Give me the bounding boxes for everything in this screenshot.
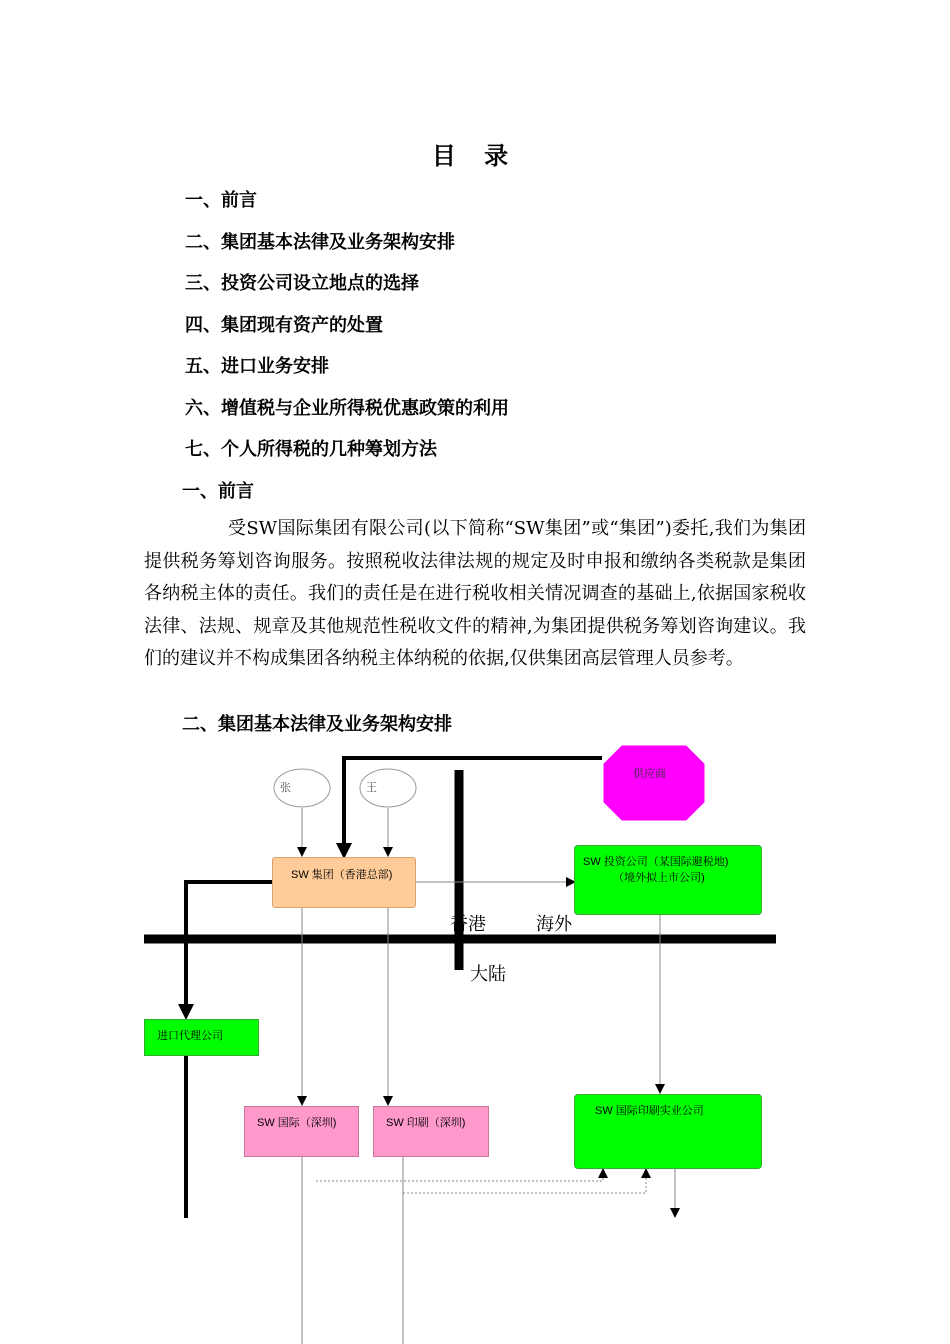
supplier-octagon bbox=[604, 746, 704, 820]
toc-item-3: 三、投资公司设立地点的选择 bbox=[185, 273, 419, 294]
import-agent-box bbox=[144, 1019, 259, 1056]
toc-item-5: 五、进口业务安排 bbox=[185, 356, 329, 377]
sw-print-sz-box bbox=[373, 1106, 489, 1157]
shareholder-wang-label: 王 bbox=[366, 782, 377, 794]
region-overseas-label: 海外 bbox=[536, 914, 572, 935]
toc-item-6: 六、增值税与企业所得税优惠政策的利用 bbox=[185, 398, 509, 419]
page-title: 目 录 bbox=[431, 142, 519, 170]
sw-group-box bbox=[272, 857, 416, 908]
sw-invest-label-line1: SW 投资公司（某国际避税地) bbox=[583, 856, 729, 868]
group-to-import-agent-arrow bbox=[186, 882, 272, 1016]
sw-intl-print-box bbox=[574, 1094, 762, 1169]
preface-paragraph: 受SW国际集团有限公司(以下简称“SW集团”或“集团”)委托,我们为集团提供税务筹划咨询服务。按照税收法律法规的规定及时申报和缴纳各类税款是集团各纳税主体的责任。我们的责任是在进行税收相关情况调查的基础上,依据国家税收法律、法规、规章及其他规范性税收文件的精神,为集团提供税务筹划咨询建议。我们的建议并不构成集团各纳税主体纳税的依据,仅供集团高层管理人员参考。 bbox=[144, 518, 806, 669]
import-agent-label: 进口代理公司 bbox=[157, 1030, 223, 1042]
region-mainland-label: 大陆 bbox=[470, 964, 506, 985]
supplier-label: 供应商 bbox=[633, 768, 666, 780]
section-heading-preface: 一、前言 bbox=[182, 481, 254, 502]
dotted-flow-1 bbox=[316, 1170, 603, 1181]
sw-invest-box bbox=[574, 845, 762, 915]
toc-item-2: 二、集团基本法律及业务架构安排 bbox=[185, 232, 455, 253]
toc-item-7: 七、个人所得税的几种筹划方法 bbox=[185, 439, 437, 460]
sw-intl-sz-label: SW 国际（深圳) bbox=[257, 1117, 337, 1129]
toc-item-1: 一、前言 bbox=[185, 190, 257, 211]
toc-item-4: 四、集团现有资产的处置 bbox=[185, 315, 383, 336]
section-heading-structure: 二、集团基本法律及业务架构安排 bbox=[182, 714, 452, 735]
shareholder-zhang-label: 张 bbox=[280, 782, 291, 794]
sw-print-sz-label: SW 印刷（深圳) bbox=[386, 1117, 466, 1129]
sw-group-label: SW 集团（香港总部) bbox=[291, 869, 393, 881]
sw-intl-sz-box bbox=[244, 1106, 359, 1157]
region-hongkong-label: 香港 bbox=[450, 914, 486, 935]
sw-invest-label-line2: （境外拟上市公司) bbox=[613, 872, 705, 884]
sw-intl-print-label: SW 国际印刷实业公司 bbox=[595, 1105, 704, 1117]
